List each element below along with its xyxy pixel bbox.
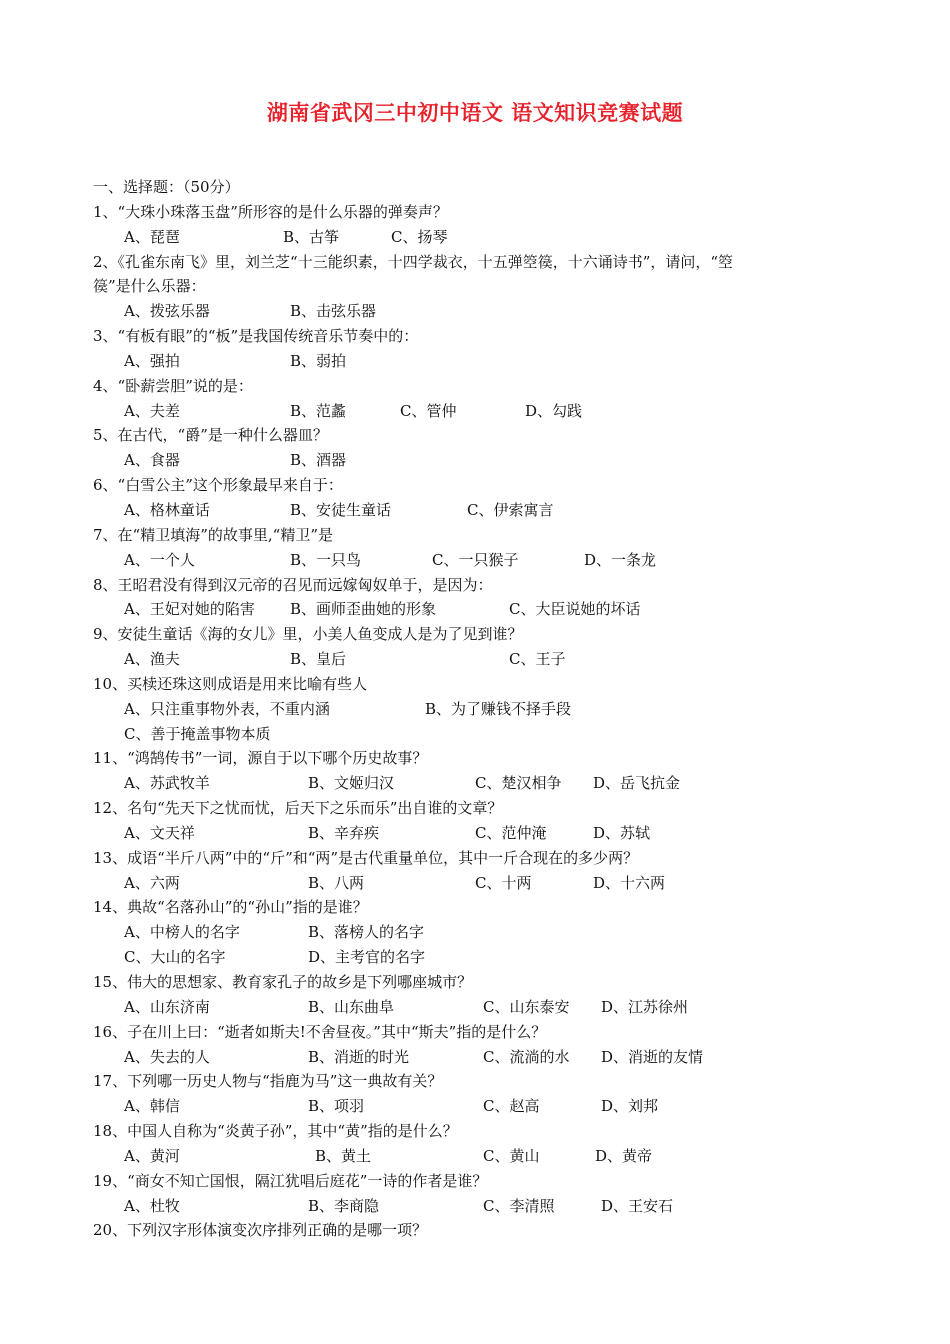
answer-option: A、山东济南 xyxy=(124,997,210,1016)
document-title: 湖南省武冈三中初中语文 语文知识竞赛试题 xyxy=(266,101,684,125)
options-row xyxy=(93,1144,873,1169)
options-row xyxy=(93,1045,873,1070)
answer-option: A、文天祥 xyxy=(124,823,195,842)
question-text: 1、“大珠小珠落玉盘”所形容的是什么乐器的弹奏声？ xyxy=(93,202,448,221)
answer-option: C、王子 xyxy=(509,650,566,669)
answer-option: C、善于掩盖事物本质 xyxy=(124,724,271,743)
question-text: 2、《孔雀东南飞》里，刘兰芝“十三能织素，十四学裁衣，十五弹箜篌，十六诵诗书”，请问，“箜 xyxy=(93,252,734,271)
answer-option: A、格林童话 xyxy=(124,500,210,519)
options-row xyxy=(93,349,873,374)
question-text: 10、买椟还珠这则成语是用来比喻有些人 xyxy=(93,674,368,693)
answer-option: D、勾践 xyxy=(525,401,583,420)
answer-option: B、一只鸟 xyxy=(290,550,362,569)
question-text: 14、典故“名落孙山”的“孙山”指的是谁？ xyxy=(93,898,368,917)
question-text: 13、成语“半斤八两”中的“斤”和“两”是古代重量单位，其中一斤合现在的多少两？ xyxy=(93,848,639,867)
answer-option: B、山东曲阜 xyxy=(308,997,395,1016)
answer-option: C、十两 xyxy=(475,873,532,892)
question-list xyxy=(93,175,873,1243)
question-text: 19、“商女不知亡国恨，隔江犹唱后庭花”一诗的作者是谁？ xyxy=(93,1171,488,1190)
answer-option: D、苏轼 xyxy=(593,823,651,842)
answer-option: C、黄山 xyxy=(483,1146,540,1165)
options-row xyxy=(93,722,873,747)
answer-option: C、李清照 xyxy=(483,1196,555,1215)
question-text: 17、下列哪一历史人物与“指鹿为马”这一典故有关？ xyxy=(93,1072,443,1091)
options-row xyxy=(93,225,873,250)
question-text: 16、子在川上曰：“逝者如斯夫!不舍昼夜。”其中“斯夫”指的是什么？ xyxy=(93,1022,547,1041)
options-row xyxy=(93,597,873,622)
answer-option: C、扬琴 xyxy=(391,227,448,246)
answer-option: C、赵高 xyxy=(483,1097,540,1116)
answer-option: C、管仲 xyxy=(400,401,457,420)
question-text-continued: 篌”是什么乐器： xyxy=(93,277,206,296)
answer-option: A、一个人 xyxy=(124,550,195,569)
answer-option: D、消逝的友情 xyxy=(601,1047,704,1066)
answer-option: D、主考官的名字 xyxy=(308,948,426,967)
answer-option: C、范仲淹 xyxy=(475,823,547,842)
answer-option: B、画师歪曲她的形象 xyxy=(290,600,437,619)
answer-option: B、黄土 xyxy=(315,1146,372,1165)
options-row xyxy=(93,945,873,970)
options-row xyxy=(93,821,873,846)
answer-option: A、食器 xyxy=(124,451,180,470)
question-text: 8、王昭君没有得到汉元帝的召见而远嫁匈奴单于，是因为： xyxy=(93,575,493,594)
options-row xyxy=(93,498,873,523)
answer-option: D、江苏徐州 xyxy=(601,997,689,1016)
answer-option: D、刘邦 xyxy=(601,1097,659,1116)
options-row xyxy=(93,771,873,796)
answer-option: C、山东泰安 xyxy=(483,997,570,1016)
options-row xyxy=(93,1094,873,1119)
question-text: 3、“有板有眼”的“板”是我国传统音乐节奏中的： xyxy=(93,327,419,346)
answer-option: B、安徒生童话 xyxy=(290,500,392,519)
options-row xyxy=(93,920,873,945)
answer-option: B、李商隐 xyxy=(308,1196,380,1215)
answer-option: C、大山的名字 xyxy=(124,948,226,967)
answer-option: A、夫差 xyxy=(124,401,180,420)
answer-option: C、伊索寓言 xyxy=(467,500,554,519)
question-text: 20、下列汉字形体演变次序排列正确的是哪一项？ xyxy=(93,1221,428,1240)
answer-option: D、黄帝 xyxy=(595,1146,653,1165)
question-text: 18、中国人自称为“炎黄子孙”，其中“黄”指的是什么？ xyxy=(93,1122,458,1141)
answer-option: B、为了赚钱不择手段 xyxy=(425,699,572,718)
answer-option: D、王安石 xyxy=(601,1196,674,1215)
answer-option: A、渔夫 xyxy=(124,650,180,669)
answer-option: A、只注重事物外表，不重内涵 xyxy=(124,699,330,718)
options-row xyxy=(93,399,873,424)
answer-option: D、岳飞抗金 xyxy=(593,774,681,793)
answer-option: C、楚汉相争 xyxy=(475,774,562,793)
answer-option: A、六两 xyxy=(124,873,180,892)
answer-option: C、大臣说她的坏话 xyxy=(509,600,641,619)
answer-option: A、失去的人 xyxy=(124,1047,210,1066)
answer-option: A、强拍 xyxy=(124,351,180,370)
options-row xyxy=(93,548,873,573)
answer-option: B、辛弃疾 xyxy=(308,823,380,842)
options-row xyxy=(93,871,873,896)
answer-option: B、消逝的时光 xyxy=(308,1047,410,1066)
question-text: 6、“白雪公主”这个形象最早来自于： xyxy=(93,476,343,495)
options-row xyxy=(93,1194,873,1219)
answer-option: B、古筝 xyxy=(283,227,340,246)
answer-option: B、范蠡 xyxy=(290,401,347,420)
question-text: 7、在“精卫填海”的故事里,“精卫”是 xyxy=(93,525,333,544)
question-text: 4、“卧薪尝胆”说的是： xyxy=(93,376,253,395)
answer-option: C、一只猴子 xyxy=(432,550,519,569)
answer-option: D、一条龙 xyxy=(584,550,657,569)
answer-option: A、杜牧 xyxy=(124,1196,180,1215)
answer-option: D、十六两 xyxy=(593,873,666,892)
answer-option: B、弱拍 xyxy=(290,351,347,370)
options-row xyxy=(93,448,873,473)
answer-option: B、击弦乐器 xyxy=(290,302,377,321)
answer-option: B、酒器 xyxy=(290,451,347,470)
answer-option: B、皇后 xyxy=(290,650,347,669)
question-text: 5、在古代，“爵”是一种什么器皿？ xyxy=(93,426,328,445)
answer-option: A、琵琶 xyxy=(124,227,180,246)
answer-option: A、王妃对她的陷害 xyxy=(124,600,255,619)
answer-option: A、黄河 xyxy=(124,1146,180,1165)
options-row xyxy=(93,697,873,722)
answer-option: B、文姬归汉 xyxy=(308,774,395,793)
question-text: 9、安徒生童话《海的女儿》里，小美人鱼变成人是为了见到谁？ xyxy=(93,625,523,644)
options-row xyxy=(93,647,873,672)
options-row xyxy=(93,995,873,1020)
answer-option: A、拨弦乐器 xyxy=(124,302,210,321)
answer-option: A、苏武牧羊 xyxy=(124,774,210,793)
section-heading: 一、选择题：（50分） xyxy=(93,178,240,196)
answer-option: B、八两 xyxy=(308,873,365,892)
question-text: 15、伟大的思想家、教育家孔子的故乡是下列哪座城市？ xyxy=(93,973,473,991)
options-row xyxy=(93,299,873,324)
question-text: 12、名句“先天下之忧而忧，后天下之乐而乐”出自谁的文章？ xyxy=(93,799,503,818)
answer-option: A、中榜人的名字 xyxy=(124,923,240,942)
answer-option: B、项羽 xyxy=(308,1097,365,1116)
question-text: 11、“鸿鹄传书”一词，源自于以下哪个历史故事？ xyxy=(93,749,428,768)
answer-option: B、落榜人的名字 xyxy=(308,923,425,942)
answer-option: C、流淌的水 xyxy=(483,1047,570,1066)
answer-option: A、韩信 xyxy=(124,1097,180,1116)
